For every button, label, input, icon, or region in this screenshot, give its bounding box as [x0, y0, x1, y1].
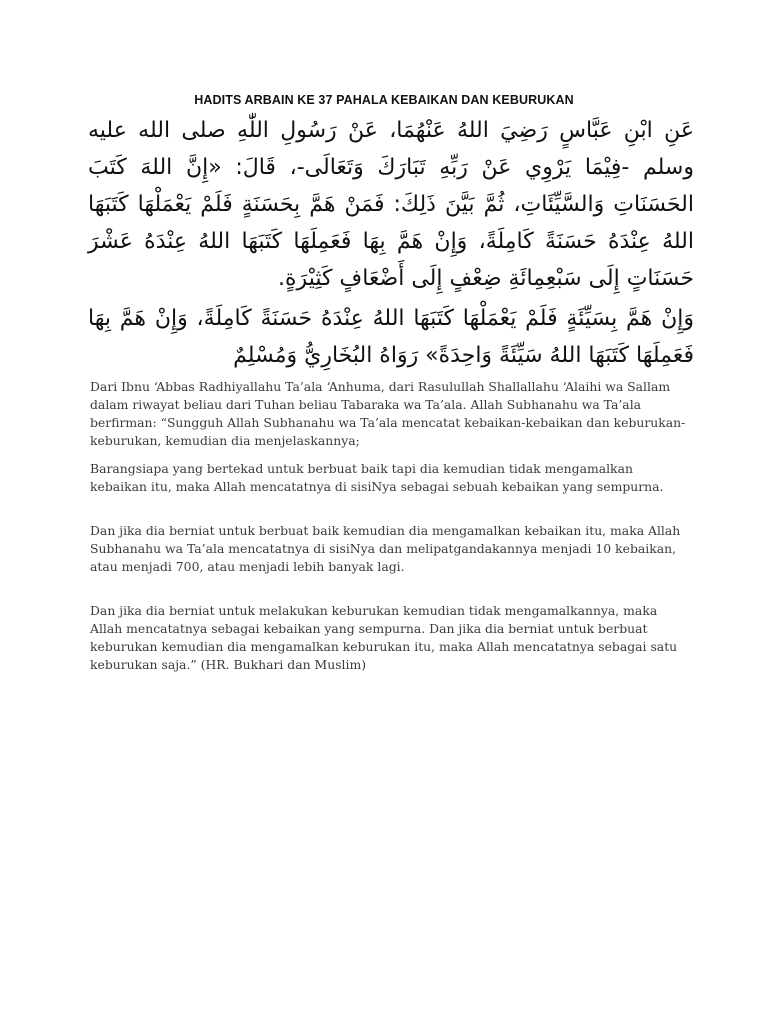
arabic-hadith-text-1: عَنِ ابْنِ عَبَّاسٍ رَضِيَ اللهُ عَنْهُمَا، عَنْ رَسُولِ اللّٰهِ صلى الله عليه وسلم -فِيْمَا يَرْوِي عَنْ رَبِّهِ تَبَارَكَ وَتَعَالَى-، قَالَ: «إِنَّ اللهَ كَتَبَ الحَسَنَاتِ وَالسَّيِّئَاتِ، ثُمَّ بَيَّنَ ذَلِكَ: فَمَنْ هَمَّ بِحَسَنَةٍ فَلَمْ يَعْمَلْهَا كَتَبَهَا اللهُ عِنْدَهُ حَسَنَةً كَامِلَةً، وَإِنْ هَمَّ بِهَا فَعَمِلَهَا كَتَبَهَا اللهُ عِنْدَهُ عَشْرَ حَسَنَاتٍ إِلَى سَبْعِمِائَةِ ضِعْفٍ إِلَى أَضْعَافٍ كَثِيْرَةٍ. [88, 118, 694, 291]
translation-paragraph-4: Dan jika dia berniat untuk melakukan keburukan kemudian tidak mengamalkannya, maka Allah mencatatnya sebagai kebaikan yang sempurna. Dan jika dia berniat untuk berbuat keburukan kemudian dia mengamalkan keburukan itu, maka Allah mencatatnya sebagai satu keburukan saja.” (HR. Bukhari dan Muslim) [90, 603, 678, 672]
arabic-hadith-text-2: وَإِنْ هَمَّ بِسَيِّئَةٍ فَلَمْ يَعْمَلْهَا كَتَبَهَا اللهُ عِنْدَهُ حَسَنَةً كَامِلَةً، وَإِنْ هَمَّ بِهَا فَعَمِلَهَا كَتَبَهَا اللهُ سَيِّئَةً وَاحِدَةً» رَوَاهُ البُخَارِيُّ وَمُسْلِمٌ [88, 306, 694, 368]
translation-paragraph-1: Dari Ibnu ‘Abbas Radhiyallahu Ta’ala ‘Anhuma, dari Rasulullah Shallallahu ‘Alaihi wa Sallam dalam riwayat beliau dari Tuhan beliau Tabaraka wa Ta’ala. Allah Subhanahu wa Ta’ala berfirman: “Sungguh Allah Subhanahu wa Ta’ala mencatat kebaikan-kebaikan dan keburukan-keburukan, kemudian dia menjelaskannya; [90, 379, 686, 448]
translation-paragraph-3: Dan jika dia berniat untuk berbuat baik kemudian dia mengamalkan kebaikan itu, maka Allah Subhanahu wa Ta’ala mencatatnya di sisiNya dan melipatgandakannya menjadi 10 kebaikan, atau menjadi 700, atau menjadi lebih banyak lagi. [90, 523, 681, 574]
translation-paragraph-2: Barangsiapa yang bertekad untuk berbuat baik tapi dia kemudian tidak mengamalkan kebaikan itu, maka Allah mencatatnya di sisiNya sebagai sebuah kebaikan yang sempurna. [90, 461, 664, 494]
page-title: HADITS ARBAIN KE 37 PAHALA KEBAIKAN DAN KEBURUKAN [194, 93, 574, 107]
